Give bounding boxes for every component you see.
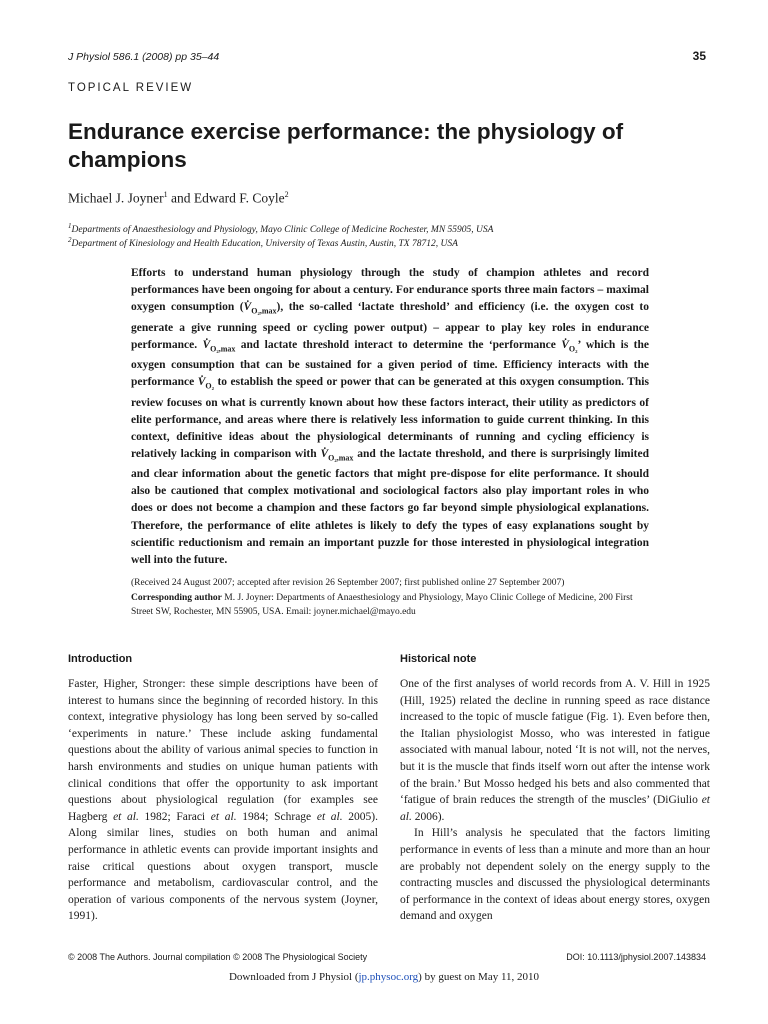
article-history	[131, 576, 651, 620]
journal-reference: J Physiol 586.1 (2008) pp 35–44	[68, 51, 220, 63]
corresponding-details: M. J. Joyner: Departments of Anaesthesiology and Physiology, Mayo Clinic College of Medicine, 200 First Street SW, Rochester, MN 55905, USA. Email: joyner.michael@mayo.edu	[131, 592, 633, 617]
introduction-column	[68, 676, 378, 925]
vo2-symbol: V̇	[561, 338, 569, 351]
affiliation-number: 2	[68, 236, 72, 244]
section-type-label: TOPICAL REVIEW	[68, 82, 194, 94]
author-name: Edward F. Coyle	[193, 190, 285, 206]
author-affiliation-marker: 1	[163, 190, 168, 199]
author-line	[68, 190, 289, 207]
vo2-subscript: O₂,max	[210, 343, 236, 353]
introduction-paragraph: Faster, Higher, Stronger: these simple descriptions have been of interest to humans since the beginning of recorded history. In this context, integrative physiology has long been served by so-called ‘experiments in nature.’ These include asking fundamental questions about the ability of various animal species to function in harsh environments and studies on unique human patients with clinical conditions that offer the opportunity to ask important questions about physiological regulation (for examples see Hagberg et al. 1982; Faraci et al. 1984; Schrage et al. 2005). Along similar lines, studies on both human and animal performance in athletic events can provide important insights and raise critical questions about oxygen transport, muscle performance and metabolism, cardiovascular control, and the operation of various components of the nervous system (Joyner, 1991).	[68, 678, 379, 923]
vo2-symbol: V̇	[202, 338, 211, 351]
vo2-symbol: V̇	[197, 376, 206, 389]
vo2-subscript: O₂,max	[328, 453, 354, 463]
article-title: Endurance exercise performance: the physiology of champions	[68, 119, 624, 172]
abstract-text: and lactate threshold interact to determine the ‘performance	[235, 338, 562, 351]
abstract-text: and the lactate threshold, and there is surprisingly limited and clear information about the genetic factors that might pre-dispose for elite performance. It should also be cautioned that complex motivational and sociological factors also play important roles in who does or does not become a champion and these factors go far beyond simple physiological explanations. Therefore, the performance of elite athletes is likely to defy the types of easy explanations sought by scientific reductionism and remain an important puzzle for those interested in physiological integration well into the future.	[131, 447, 650, 566]
corresponding-author	[131, 591, 651, 620]
page-number: 35	[692, 49, 706, 63]
affiliation	[68, 222, 493, 235]
historical-paragraph: In Hill’s analysis he speculated that the factors limiting performance in events of less than a minute and more than an hour are probably not dependent solely on the energy supply to the contracting muscles and discussed the physiological determinants of performance in the context of ideas about energy stores, oxygen demand and oxygen	[400, 827, 710, 923]
affiliation-number: 1	[68, 222, 72, 230]
corresponding-label: Corresponding author	[131, 592, 222, 603]
vo2-subscript: O₂	[205, 381, 214, 391]
doi: DOI: 10.1113/jphysiol.2007.143834	[566, 952, 706, 962]
affiliation-text: Departments of Anaesthesiology and Physiology, Mayo Clinic College of Medicine Rochester, MN 55905, USA	[71, 225, 494, 236]
affiliation-text: Department of Kinesiology and Health Education, University of Texas Austin, Austin, TX 78712, USA	[71, 239, 458, 250]
download-notice: Downloaded from J Physiol (jp.physoc.org) by guest on May 11, 2010	[228, 971, 540, 983]
vo2-subscript: O₂	[568, 343, 578, 353]
vo2-symbol: V̇	[320, 447, 329, 460]
vo2-subscript: O₂,max	[251, 306, 277, 316]
vo2-symbol: V̇	[243, 301, 252, 314]
abstract-text: Efforts to understand human physiology through the study of champion athletes and record performances have been ongoing for about a century. For endurance sports three main factors – maximal oxygen consumption (	[131, 267, 649, 314]
section-heading-introduction: Introduction	[68, 653, 133, 665]
received-dates: (Received 24 August 2007; accepted after revision 26 September 2007; first published online 27 September 2007)	[131, 578, 565, 588]
affiliation	[68, 236, 458, 249]
author-affiliation-marker: 2	[284, 190, 289, 199]
historical-note-column	[400, 676, 710, 925]
journal-link[interactable]: jp.physoc.org	[358, 971, 419, 983]
abstract-text: to establish the speed or power that can be generated at this oxygen consumption. This review focuses on what is currently known about how these factors interact, their utility as predictors of elite performance, and areas where there is relatively less information to guide current thinking. In this context, definitive ideas about the physiological determinants of running and cycling efficiency is relatively lacking in comparison with	[131, 376, 649, 460]
abstract-text: ’ which is the oxygen consumption that can be sustained for a given period of time. Efficiency interacts with the performance	[131, 338, 649, 389]
section-heading-historical-note: Historical note	[400, 653, 477, 665]
abstract	[131, 265, 649, 569]
abstract-text: ), the so-called ‘lactate threshold’ and efficiency (i.e. the oxygen cost to generate a give running speed or cycling power output) – appear to play key roles in endurance performance.	[131, 301, 649, 351]
copyright-notice: © 2008 The Authors. Journal compilation © 2008 The Physiological Society	[68, 952, 368, 962]
author-name: Michael J. Joyner	[68, 190, 164, 206]
historical-paragraph: One of the first analyses of world records from A. V. Hill in 1925 (Hill, 1925) related the decline in running speed as race distance increased to the topic of muscle fatigue (Fig. 1). Even before then, the Italian physiologist Mosso, who was interested in fatigue associated with manual labour, noted ‘It is not will, not the nerves, but it is the muscle that finds itself worn out after the intense work of the brain.’ But Mosso hedged his bets and also commented that ‘fatigue of brain reduces the strength of the muscles’ (DiGiulio et al. 2006).	[400, 678, 710, 823]
author-separator: and	[167, 190, 194, 206]
